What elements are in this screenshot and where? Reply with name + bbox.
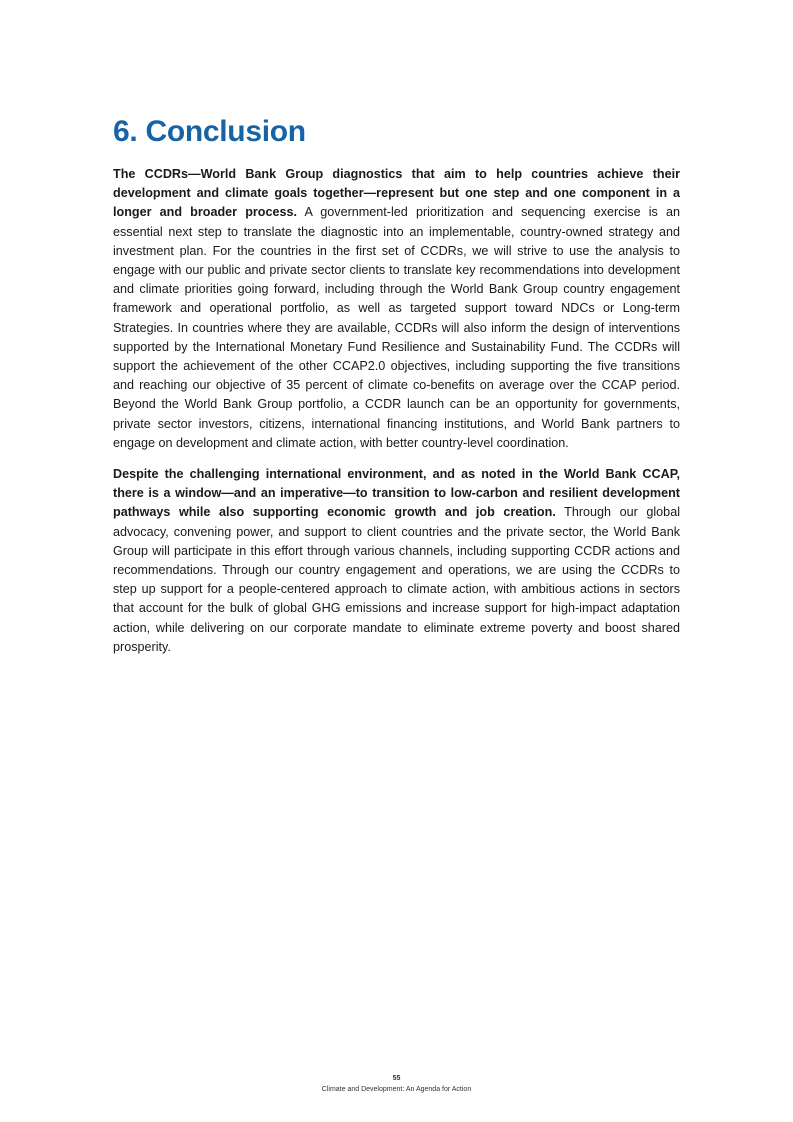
page-title: 6. Conclusion bbox=[113, 115, 306, 148]
paragraph-2-body: Through our global advocacy, convening power, and support to client countries and the private sector, the World Bank Group will participate in this effort through various channels, including supporting CCDR actions and recommendations. Through our country engagement and operations, we are using the CCDRs to step up support for a people-centered approach to climate action, with ambitious actions in sectors that account for the bulk of global GHG emissions and increase support for high-impact adaptation action, while delivering on our corporate mandate to eliminate extreme poverty and boost shared prosperity. bbox=[113, 505, 680, 654]
paragraph-2-lead: Despite the challenging international environment, and as noted in the World Bank CCAP, there is a window—and an imperative—to transition to low-carbon and resilient development pathways while also supporting economic growth and job creation. bbox=[113, 467, 680, 520]
footer-document-title: Climate and Development: An Agenda for Action bbox=[321, 1086, 472, 1093]
paragraph-1-lead: The CCDRs—World Bank Group diagnostics that aim to help countries achieve their development and climate goals together—represent but one step and one component in a longer and broader process. bbox=[113, 167, 680, 220]
page-number: 55 bbox=[392, 1075, 401, 1082]
paragraph-1-body: A government-led prioritization and sequencing exercise is an essential next step to translate the diagnostic into an implementable, country-owned strategy and investment plan. For the countries in the first set of CCDRs, we will strive to use the analysis to engage with our public and private sector clients to translate key recommendations into development and climate priorities going forward, including through the World Bank Group country engagement framework and operational portfolio, as well as targeted support toward NDCs or Long-term Strategies. In countries where they are available, CCDRs will also inform the design of interventions supported by the International Monetary Fund Resilience and Sustainability Fund. The CCDRs will support the achievement of the other CCAP2.0 objectives, including supporting the five transitions and reaching our objective of 35 percent of climate co-benefits on average over the CCAP period. Beyond the World Bank Group portfolio, a CCDR launch can be an opportunity for governments, private sector investors, citizens, international financing institutions, and World Bank partners to engage on development and climate action, with better country-level coordination. bbox=[113, 205, 680, 450]
paragraph-1 bbox=[113, 165, 680, 453]
paragraph-2 bbox=[113, 465, 680, 657]
